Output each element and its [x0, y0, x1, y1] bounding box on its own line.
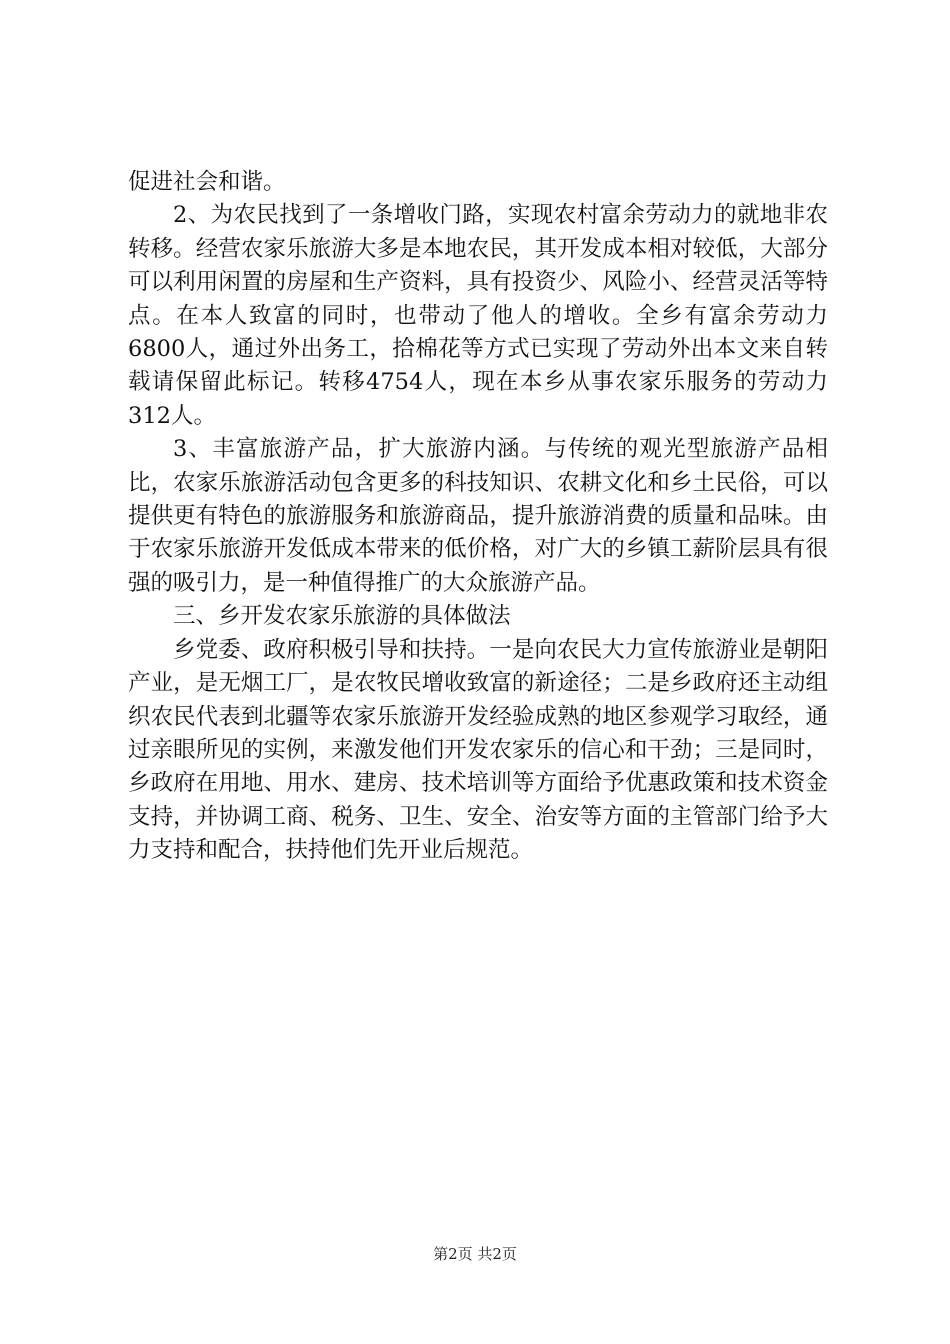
document-body	[128, 166, 828, 868]
paragraph-point-3: 3、丰富旅游产品，扩大旅游内涵。与传统的观光型旅游产品相比，农家乐旅游活动包含更多的科技知识、农耕文化和乡土民俗，可以提供更有特色的旅游服务和旅游商品，提升旅游消费的质量和品味。由于农家乐旅游开发低成本带来的低价格，对广大的乡镇工薪阶层具有很强的吸引力，是一种值得推广的大众旅游产品。	[128, 436, 828, 596]
paragraph-practices: 乡党委、政府积极引导和扶持。一是向农民大力宣传旅游业是朝阳产业，是无烟工厂，是农牧民增收致富的新途径；二是乡政府还主动组织农民代表到北疆等农家乐旅游开发经验成熟的地区参观学习取经，通过亲眼所见的实例，来激发他们开发农家乐的信心和干劲；三是同时，乡政府在用地、用水、建房、技术培训等方面给予优惠政策和技术资金支持，并协调工商、税务、卫生、安全、治安等方面的主管部门给予大力支持和配合，扶持他们先开业后规范。	[128, 636, 828, 864]
paragraph-continuation: 促进社会和谐。	[128, 169, 286, 195]
paragraph-point-2: 2、为农民找到了一条增收门路，实现农村富余劳动力的就地非农转移。经营农家乐旅游大多是本地农民，其开发成本相对较低，大部分可以利用闲置的房屋和生产资料，具有投资少、风险小、经营灵活等特点。在本人致富的同时，也带动了他人的增收。全乡有富余劳动力6800人，通过外出务工，拾棉花等方式已实现了劳动外出本文来自转载请保留此标记。转移4754人，现在本乡从事农家乐服务的劳动力312人。	[128, 202, 828, 429]
section-heading: 三、乡开发农家乐旅游的具体做法	[173, 603, 511, 630]
page-footer: 第2页 共2页	[433, 1245, 517, 1263]
